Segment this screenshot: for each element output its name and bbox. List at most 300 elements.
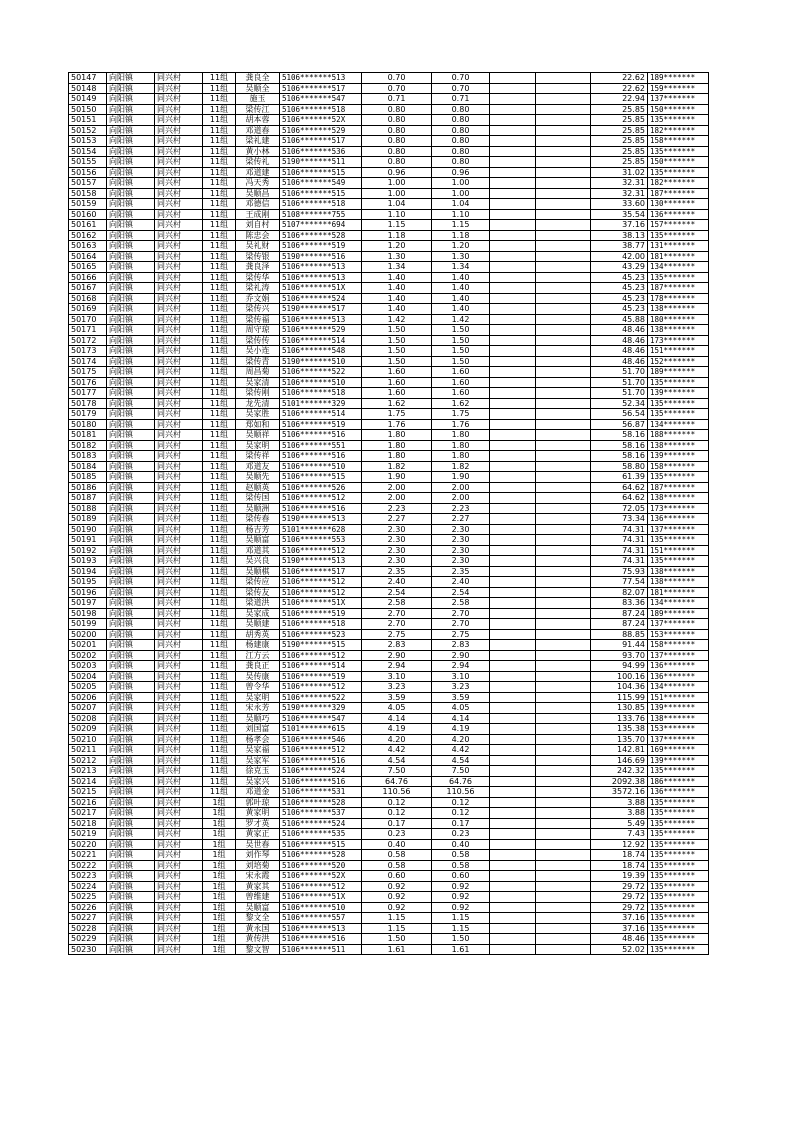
cell-phone: 139******* [648,388,709,399]
cell-name: 吴传康 [236,671,280,682]
cell-amount: 22.62 [591,83,648,94]
cell-blank-b [536,209,591,220]
cell-area-a: 2.23 [362,503,432,514]
cell-blank-a [490,388,536,399]
cell-row-id: 50162 [69,230,107,241]
table-row [69,377,709,388]
cell-id-number: 5106*******514 [280,661,362,672]
cell-name: 吴家兴 [236,776,280,787]
table-row [69,860,709,871]
cell-area-a: 64.76 [362,776,432,787]
cell-amount: 37.16 [591,923,648,934]
cell-group: 11组 [203,356,236,367]
cell-group: 11组 [203,724,236,735]
cell-area-b: 0.71 [432,94,490,105]
cell-area-a: 2.35 [362,566,432,577]
cell-blank-b [536,241,591,252]
cell-village: 同兴村 [155,587,203,598]
cell-town: 向阳镇 [107,860,155,871]
cell-group: 1组 [203,818,236,829]
cell-phone: 138******* [648,713,709,724]
table-row [69,199,709,210]
cell-blank-b [536,503,591,514]
cell-id-number: 5106*******516 [280,776,362,787]
cell-id-number: 5106*******510 [280,377,362,388]
cell-town: 向阳镇 [107,262,155,273]
cell-group: 11组 [203,388,236,399]
cell-blank-b [536,251,591,262]
cell-amount: 93.70 [591,650,648,661]
cell-group: 11组 [203,503,236,514]
cell-name: 吴家胜 [236,409,280,420]
cell-id-number: 5106*******519 [280,419,362,430]
cell-name: 梁传青 [236,356,280,367]
cell-area-b: 1.76 [432,419,490,430]
cell-name: 陈忠会 [236,230,280,241]
cell-group: 11组 [203,713,236,724]
table-row [69,598,709,609]
cell-row-id: 50203 [69,661,107,672]
table-row [69,556,709,567]
cell-id-number: 5106*******516 [280,430,362,441]
cell-row-id: 50218 [69,818,107,829]
cell-village: 同兴村 [155,304,203,315]
cell-town: 向阳镇 [107,409,155,420]
cell-group: 1组 [203,829,236,840]
cell-village: 同兴村 [155,356,203,367]
cell-town: 向阳镇 [107,776,155,787]
cell-name: 吴小连 [236,346,280,357]
cell-area-b: 0.96 [432,167,490,178]
cell-blank-a [490,944,536,955]
cell-amount: 48.46 [591,934,648,945]
cell-village: 同兴村 [155,367,203,378]
cell-row-id: 50177 [69,388,107,399]
cell-id-number: 5106*******512 [280,650,362,661]
cell-area-a: 0.80 [362,125,432,136]
cell-phone: 135******* [648,818,709,829]
cell-row-id: 50170 [69,314,107,325]
cell-area-a: 1.20 [362,241,432,252]
table-row [69,661,709,672]
cell-area-a: 0.80 [362,146,432,157]
cell-name: 邓道建 [236,167,280,178]
cell-name: 梁传刚 [236,388,280,399]
cell-village: 同兴村 [155,545,203,556]
table-row [69,335,709,346]
cell-town: 向阳镇 [107,241,155,252]
cell-phone: 134******* [648,598,709,609]
table-row [69,146,709,157]
cell-phone: 150******* [648,104,709,115]
cell-blank-b [536,409,591,420]
cell-row-id: 50214 [69,776,107,787]
cell-town: 向阳镇 [107,745,155,756]
cell-row-id: 50153 [69,136,107,147]
cell-amount: 75.93 [591,566,648,577]
cell-blank-a [490,556,536,567]
cell-area-b: 0.40 [432,839,490,850]
cell-blank-a [490,734,536,745]
cell-area-a: 0.40 [362,839,432,850]
cell-name: 龚良泽 [236,262,280,273]
cell-blank-b [536,440,591,451]
cell-blank-b [536,682,591,693]
cell-phone: 152******* [648,356,709,367]
cell-area-a: 0.71 [362,94,432,105]
cell-blank-b [536,136,591,147]
cell-group: 11组 [203,367,236,378]
cell-village: 同兴村 [155,377,203,388]
cell-group: 1组 [203,902,236,913]
cell-group: 11组 [203,125,236,136]
cell-town: 向阳镇 [107,178,155,189]
cell-village: 同兴村 [155,923,203,934]
cell-amount: 33.60 [591,199,648,210]
cell-village: 同兴村 [155,230,203,241]
cell-group: 11组 [203,745,236,756]
cell-group: 11组 [203,514,236,525]
cell-area-b: 1.04 [432,199,490,210]
table-row [69,608,709,619]
cell-group: 11组 [203,157,236,168]
cell-id-number: 5106*******512 [280,682,362,693]
cell-area-b: 0.80 [432,104,490,115]
cell-group: 11组 [203,787,236,798]
cell-town: 向阳镇 [107,325,155,336]
table-row [69,209,709,220]
cell-group: 1组 [203,871,236,882]
cell-area-b: 0.23 [432,829,490,840]
cell-id-number: 5106*******524 [280,766,362,777]
cell-area-a: 0.70 [362,83,432,94]
cell-blank-a [490,398,536,409]
cell-area-b: 1.75 [432,409,490,420]
table-row [69,356,709,367]
cell-name: 罗才英 [236,818,280,829]
table-row [69,850,709,861]
cell-area-b: 110.56 [432,787,490,798]
cell-row-id: 50165 [69,262,107,273]
cell-name: 黄传洪 [236,934,280,945]
cell-village: 同兴村 [155,703,203,714]
cell-blank-a [490,818,536,829]
cell-name: 梁传福 [236,314,280,325]
cell-group: 11组 [203,94,236,105]
cell-town: 向阳镇 [107,892,155,903]
cell-amount: 146.69 [591,755,648,766]
cell-town: 向阳镇 [107,682,155,693]
cell-phone: 137******* [648,524,709,535]
cell-area-b: 0.70 [432,73,490,84]
cell-amount: 5.49 [591,818,648,829]
cell-town: 向阳镇 [107,440,155,451]
cell-area-a: 1.00 [362,178,432,189]
cell-area-b: 2.23 [432,503,490,514]
cell-id-number: 5106*******513 [280,73,362,84]
cell-village: 同兴村 [155,724,203,735]
table-row [69,283,709,294]
cell-blank-b [536,619,591,630]
cell-amount: 77.54 [591,577,648,588]
cell-group: 11组 [203,524,236,535]
cell-area-b: 0.17 [432,818,490,829]
cell-area-a: 110.56 [362,787,432,798]
cell-blank-b [536,272,591,283]
cell-village: 同兴村 [155,493,203,504]
cell-row-id: 50202 [69,650,107,661]
table-row [69,808,709,819]
cell-name: 吴家军 [236,755,280,766]
cell-village: 同兴村 [155,472,203,483]
cell-village: 同兴村 [155,199,203,210]
cell-blank-a [490,776,536,787]
cell-town: 向阳镇 [107,724,155,735]
cell-blank-a [490,682,536,693]
cell-town: 向阳镇 [107,472,155,483]
table-row [69,839,709,850]
cell-row-id: 50217 [69,808,107,819]
cell-blank-a [490,83,536,94]
cell-row-id: 50206 [69,692,107,703]
cell-row-id: 50180 [69,419,107,430]
cell-blank-a [490,839,536,850]
cell-id-number: 5190*******516 [280,251,362,262]
cell-group: 1组 [203,944,236,955]
cell-name: 邓道其 [236,545,280,556]
table-row [69,367,709,378]
cell-name: 施玉 [236,94,280,105]
cell-amount: 51.70 [591,377,648,388]
cell-area-b: 7.50 [432,766,490,777]
cell-blank-b [536,94,591,105]
cell-group: 1组 [203,860,236,871]
cell-blank-a [490,125,536,136]
cell-id-number: 5106*******536 [280,146,362,157]
cell-blank-a [490,692,536,703]
cell-area-b: 1.40 [432,283,490,294]
cell-area-a: 1.60 [362,367,432,378]
cell-area-a: 2.94 [362,661,432,672]
cell-town: 向阳镇 [107,535,155,546]
cell-id-number: 5190*******513 [280,514,362,525]
cell-area-b: 1.80 [432,440,490,451]
cell-row-id: 50201 [69,640,107,651]
cell-village: 同兴村 [155,608,203,619]
cell-group: 11组 [203,703,236,714]
cell-row-id: 50172 [69,335,107,346]
cell-id-number: 5101*******628 [280,524,362,535]
cell-area-a: 4.42 [362,745,432,756]
cell-id-number: 5106*******514 [280,335,362,346]
cell-row-id: 50229 [69,934,107,945]
cell-area-a: 2.30 [362,556,432,567]
cell-phone: 135******* [648,409,709,420]
cell-row-id: 50209 [69,724,107,735]
table-row [69,220,709,231]
cell-id-number: 5106*******522 [280,367,362,378]
table-row [69,167,709,178]
cell-village: 同兴村 [155,818,203,829]
cell-id-number: 5106*******537 [280,808,362,819]
cell-phone: 178******* [648,293,709,304]
cell-group: 11组 [203,325,236,336]
cell-amount: 35.54 [591,209,648,220]
cell-village: 同兴村 [155,902,203,913]
cell-blank-a [490,167,536,178]
cell-blank-a [490,94,536,105]
cell-blank-a [490,755,536,766]
cell-id-number: 5106*******510 [280,461,362,472]
cell-row-id: 50200 [69,629,107,640]
cell-phone: 181******* [648,587,709,598]
cell-row-id: 50163 [69,241,107,252]
cell-blank-a [490,797,536,808]
cell-area-a: 2.30 [362,545,432,556]
cell-amount: 38.13 [591,230,648,241]
cell-area-b: 2.30 [432,556,490,567]
cell-amount: 3.88 [591,797,648,808]
table-row [69,73,709,84]
cell-village: 同兴村 [155,934,203,945]
cell-name: 吴顺巧 [236,713,280,724]
cell-blank-a [490,661,536,672]
cell-amount: 29.72 [591,881,648,892]
cell-blank-b [536,178,591,189]
cell-area-a: 0.12 [362,808,432,819]
cell-amount: 7.43 [591,829,648,840]
cell-amount: 51.70 [591,388,648,399]
cell-area-a: 0.70 [362,73,432,84]
cell-blank-a [490,472,536,483]
cell-name: 吴顺先 [236,472,280,483]
cell-phone: 173******* [648,335,709,346]
cell-area-a: 3.59 [362,692,432,703]
cell-name: 吴顺昌 [236,188,280,199]
table-body [69,73,709,955]
cell-name: 梁传友 [236,587,280,598]
cell-phone: 138******* [648,440,709,451]
cell-group: 11组 [203,146,236,157]
cell-name: 吴家福 [236,745,280,756]
cell-area-b: 4.19 [432,724,490,735]
cell-amount: 135.70 [591,734,648,745]
cell-blank-b [536,724,591,735]
cell-phone: 189******* [648,608,709,619]
cell-group: 11组 [203,734,236,745]
cell-id-number: 5106*******513 [280,923,362,934]
cell-area-b: 1.42 [432,314,490,325]
cell-town: 向阳镇 [107,283,155,294]
cell-name: 黄家正 [236,829,280,840]
cell-group: 11组 [203,115,236,126]
cell-blank-a [490,440,536,451]
cell-name: 吴世春 [236,839,280,850]
cell-blank-b [536,566,591,577]
cell-phone: 138******* [648,304,709,315]
cell-name: 邓德信 [236,199,280,210]
cell-blank-b [536,881,591,892]
cell-blank-b [536,524,591,535]
cell-row-id: 50210 [69,734,107,745]
cell-area-a: 1.40 [362,283,432,294]
cell-village: 同兴村 [155,913,203,924]
cell-village: 同兴村 [155,745,203,756]
cell-village: 同兴村 [155,829,203,840]
cell-group: 11组 [203,556,236,567]
cell-row-id: 50205 [69,682,107,693]
cell-name: 刘培菊 [236,860,280,871]
cell-area-b: 4.05 [432,703,490,714]
table-row [69,178,709,189]
cell-town: 向阳镇 [107,251,155,262]
cell-group: 11组 [203,755,236,766]
cell-area-b: 2.30 [432,524,490,535]
cell-area-b: 1.50 [432,346,490,357]
cell-blank-b [536,829,591,840]
cell-row-id: 50183 [69,451,107,462]
cell-town: 向阳镇 [107,545,155,556]
cell-town: 向阳镇 [107,293,155,304]
cell-blank-a [490,314,536,325]
cell-town: 向阳镇 [107,577,155,588]
cell-group: 11组 [203,314,236,325]
cell-town: 向阳镇 [107,461,155,472]
cell-area-a: 0.80 [362,104,432,115]
table-row [69,451,709,462]
cell-row-id: 50207 [69,703,107,714]
cell-area-a: 0.23 [362,829,432,840]
cell-id-number: 5106*******517 [280,83,362,94]
cell-village: 同兴村 [155,892,203,903]
cell-area-a: 1.42 [362,314,432,325]
cell-row-id: 50198 [69,608,107,619]
table-row [69,314,709,325]
cell-town: 向阳镇 [107,944,155,955]
cell-row-id: 50171 [69,325,107,336]
cell-row-id: 50219 [69,829,107,840]
table-row [69,629,709,640]
table-row [69,797,709,808]
cell-id-number: 5106*******546 [280,734,362,745]
cell-blank-a [490,545,536,556]
cell-area-b: 1.00 [432,178,490,189]
cell-amount: 135.38 [591,724,648,735]
cell-blank-a [490,524,536,535]
cell-name: 吴礼财 [236,241,280,252]
cell-name: 梁传兴 [236,304,280,315]
cell-amount: 25.85 [591,157,648,168]
cell-area-a: 2.54 [362,587,432,598]
cell-area-a: 2.27 [362,514,432,525]
cell-phone: 135******* [648,167,709,178]
cell-amount: 25.85 [591,115,648,126]
cell-phone: 137******* [648,734,709,745]
cell-blank-b [536,923,591,934]
cell-town: 向阳镇 [107,640,155,651]
cell-village: 同兴村 [155,83,203,94]
cell-town: 向阳镇 [107,598,155,609]
cell-phone: 135******* [648,902,709,913]
cell-id-number: 5106*******517 [280,136,362,147]
cell-blank-a [490,577,536,588]
cell-amount: 25.85 [591,136,648,147]
cell-village: 同兴村 [155,419,203,430]
cell-amount: 56.87 [591,419,648,430]
cell-amount: 100.16 [591,671,648,682]
cell-phone: 182******* [648,178,709,189]
cell-town: 向阳镇 [107,881,155,892]
